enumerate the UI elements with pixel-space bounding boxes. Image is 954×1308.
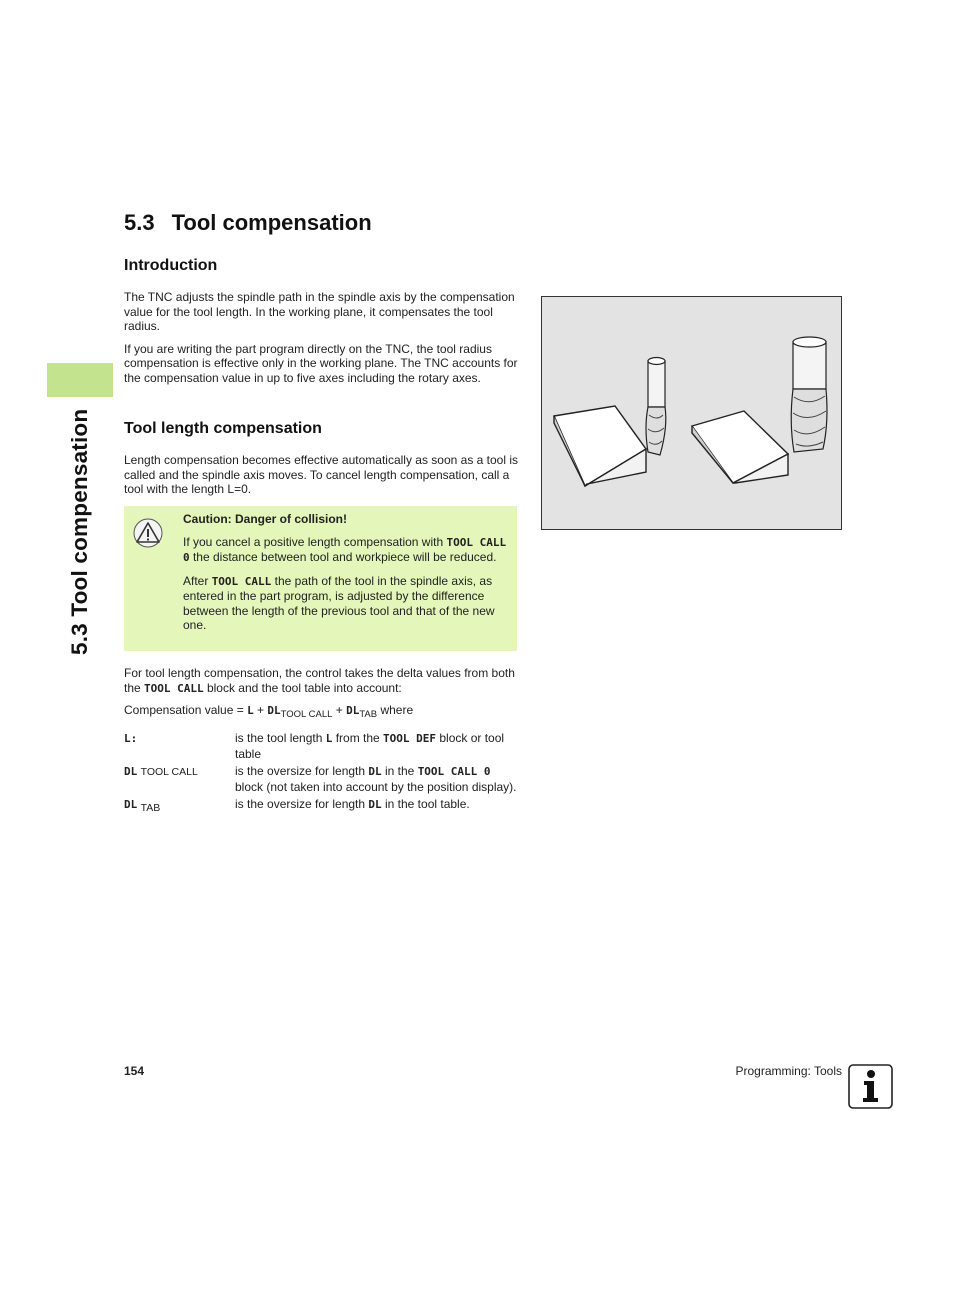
tool-workpiece-illustration [542,297,841,529]
caution-paragraph-2: After TOOL CALL the path of the tool in the spindle axis, as entered in the part program, is adjusted by the difference between the length of the previous tool and that of the new one. [183,573,495,632]
intro-paragraph-2: If you are writing the part program directly on the TNC, the tool radius compensation is effective only in the working plane. The TNC accounts for the compensation value in up to five axes including the rotary axes. [124,341,518,385]
intro-text [124,290,518,385]
info-icon [848,1064,893,1109]
section-heading [124,210,372,236]
definition-row: L: is the tool length L from the TOOL DEF block or tool table [124,731,505,761]
caution-title: Caution: Danger of collision! [183,512,347,526]
side-chapter-title: 5.3 Tool compensation [67,408,92,655]
caution-paragraph-1: If you cancel a positive length compensation with TOOL CALL 0 the distance between tool and workpiece will be reduced. [183,534,507,564]
definition-row: DL TAB is the oversize for length DL in the tool table. [124,797,470,814]
intro-paragraph-1: The TNC adjusts the spindle path in the spindle axis by the compensation value for the tool length. In the working plane, it compensates the tool radius. [124,290,515,333]
delta-values-paragraph: For tool length compensation, the control takes the delta values from both the TOOL CALL block and the tool table into account: [124,666,515,695]
tool-length-paragraph: Length compensation becomes effective automatically as soon as a tool is called and the spindle axis moves. To cancel length compensation, call a tool with the length L=0. [124,453,519,496]
caution-body [183,512,509,633]
code-tool-call-block: TOOL CALL [144,681,204,695]
compensation-formula: Compensation value = $L + DL_{TOOL CALL} + DL_{TAB}$ where [124,703,414,720]
tool-length-heading: Tool length compensation [124,420,322,437]
code-tool-call: TOOL CALL [211,574,272,588]
warning-triangle-icon [133,518,163,548]
code-tool-call-0: TOOL CALL 0 [183,535,507,564]
definition-row: DL TOOL CALL is the oversize for length DL in the TOOL CALL 0 block (not taken into account by the position display). [124,764,517,794]
term-l: L: [124,732,138,745]
page-number: 154 [124,1064,145,1078]
intro-heading: Introduction [124,257,218,274]
chapter-footer-title: Programming: Tools [735,1064,842,1078]
caution-box [124,506,517,651]
tool-length-figure [541,296,842,530]
section-number: 5.3 [124,210,155,235]
term-dl-tool-call: DL [124,765,138,778]
section-title: Tool compensation [171,210,372,235]
term-dl-tab: DL [124,798,138,811]
definitions-list [124,731,518,819]
